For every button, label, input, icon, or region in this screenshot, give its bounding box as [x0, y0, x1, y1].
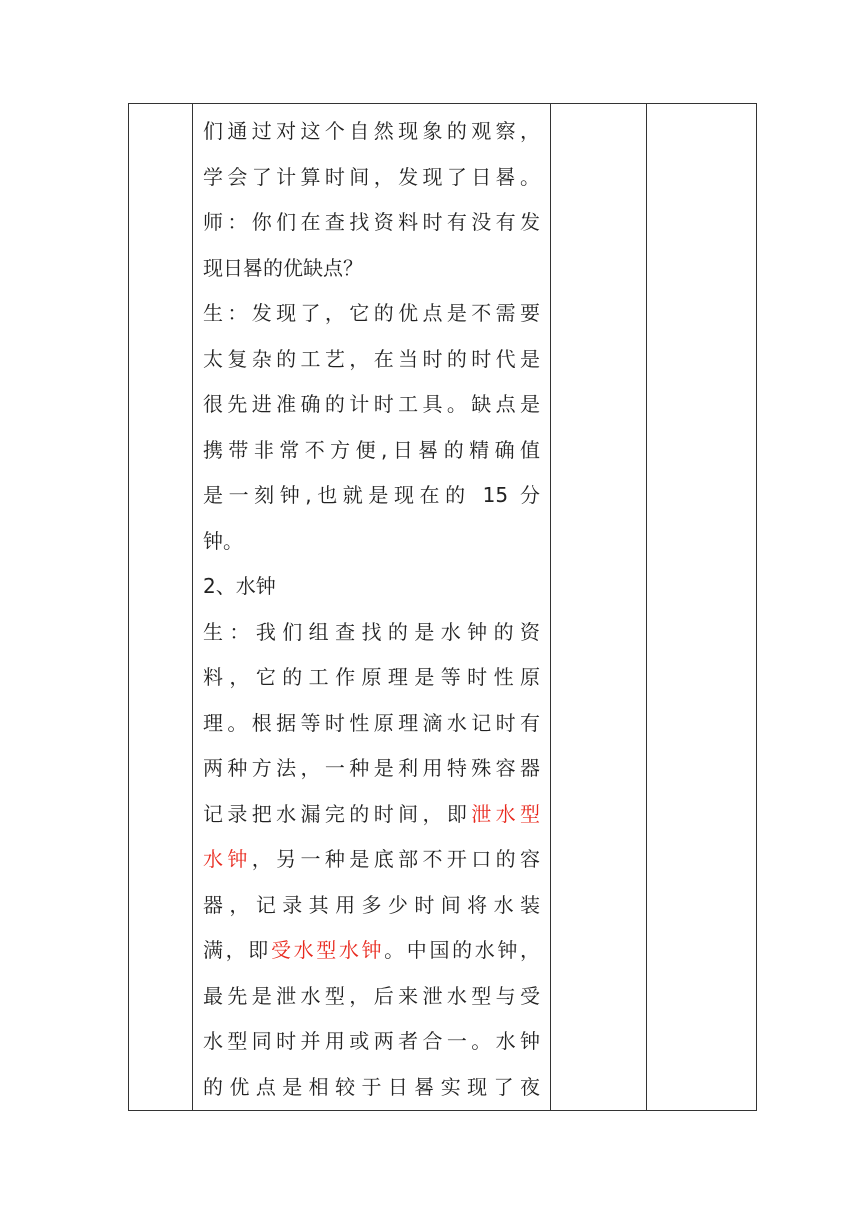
text-segment: ，另一种是底部不开口的容 — [251, 847, 540, 871]
text-segment: 生：发现了，它的优点是不需要 — [203, 301, 540, 325]
text-line — [203, 655, 540, 701]
text-segment: 的优点是相较于日晷实现了夜 — [203, 1074, 540, 1099]
empty-cell-notes — [551, 104, 647, 1111]
lesson-content-cell — [193, 104, 551, 1111]
text-segment: 料，它的工作原理是等时性原 — [203, 665, 540, 689]
text-line — [203, 746, 540, 792]
text-segment: 很先进准确的计时工具。缺点是 — [203, 392, 540, 416]
text-segment: 太复杂的工艺，在当时的时代是 — [203, 346, 540, 371]
text-line — [203, 564, 540, 610]
text-line — [203, 155, 540, 201]
text-line — [203, 291, 540, 337]
text-segment: 2、水钟 — [203, 574, 276, 598]
highlighted-term: 水钟 — [203, 847, 252, 871]
text-segment: 理。根据等时性原理滴水记时有 — [203, 710, 540, 735]
text-segment: 钟。 — [203, 528, 243, 553]
text-segment: 水型同时并用或两者合一。水钟 — [203, 1029, 540, 1053]
text-line — [203, 928, 540, 974]
highlighted-term: 泄水型 — [471, 801, 540, 826]
text-line — [203, 109, 540, 155]
empty-cell-right — [647, 104, 757, 1111]
text-line — [203, 200, 540, 246]
text-segment: 器，记录其用多少时间将水装 — [203, 892, 540, 917]
text-segment: 满，即 — [203, 938, 271, 962]
lesson-text — [203, 109, 540, 1110]
text-segment: 生：我们组查找的是水钟的资 — [203, 619, 540, 644]
text-segment: 现日晷的优缺点？ — [203, 255, 363, 280]
empty-cell-left — [129, 104, 193, 1111]
text-line — [203, 1065, 540, 1111]
text-segment: 是一刻钟,也就是现在的 15 分 — [203, 483, 540, 507]
lesson-table — [128, 103, 757, 1111]
text-line — [203, 519, 540, 565]
text-segment: 携带非常不方便,日晷的精确值 — [203, 437, 540, 462]
text-segment: 。中国的水钟， — [384, 938, 540, 962]
text-line — [203, 473, 540, 519]
text-line — [203, 883, 540, 929]
text-line — [203, 610, 540, 656]
text-segment: 两种方法，一种是利用特殊容器 — [203, 756, 540, 780]
text-segment: 师：你们在查找资料时有没有发 — [203, 210, 540, 234]
text-line — [203, 1019, 540, 1065]
text-segment: 学会了计算时间，发现了日晷。 — [203, 164, 540, 189]
text-segment: 最先是泄水型，后来泄水型与受 — [203, 983, 540, 1008]
text-line — [203, 382, 540, 428]
table-row — [129, 104, 757, 1111]
text-line — [203, 701, 540, 747]
text-line — [203, 337, 540, 383]
text-line — [203, 974, 540, 1020]
text-line — [203, 246, 540, 292]
text-line — [203, 837, 540, 883]
text-segment: 们通过对这个自然现象的观察， — [203, 119, 540, 143]
highlighted-term: 受水型水钟 — [270, 938, 385, 962]
text-segment: 记录把水漏完的时间，即 — [203, 801, 472, 826]
text-line — [203, 428, 540, 474]
text-line — [203, 792, 540, 838]
